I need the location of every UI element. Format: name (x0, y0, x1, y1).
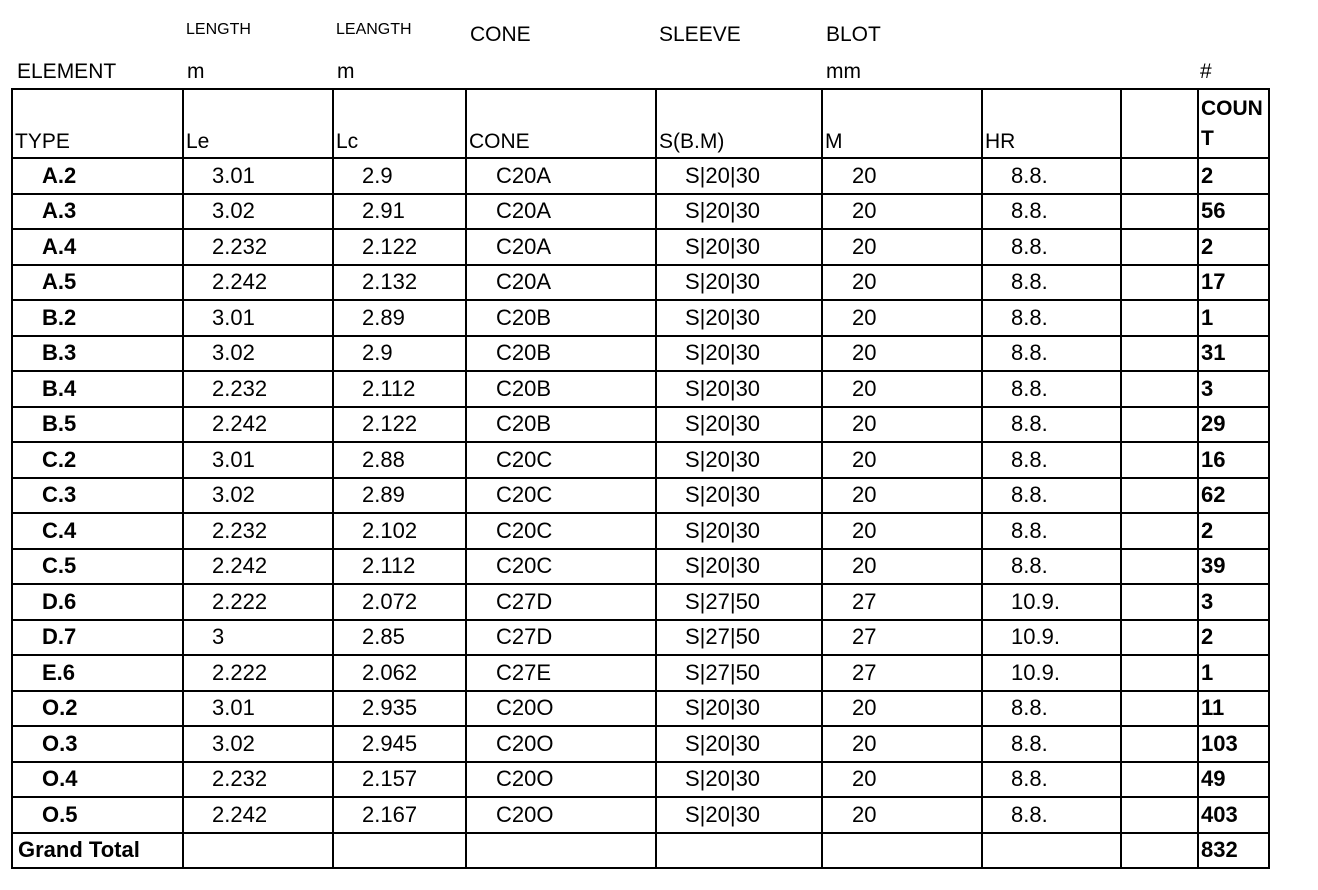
row-blank (1121, 265, 1198, 301)
row-lc: 2.157 (333, 762, 466, 798)
row-cone: C20B (466, 371, 656, 407)
row-type: A.2 (12, 158, 183, 194)
row-hr: 8.8. (982, 797, 1121, 833)
row-count: 1 (1198, 300, 1269, 336)
row-count: 1 (1198, 655, 1269, 691)
row-sleeve: S|20|30 (656, 407, 822, 443)
row-sleeve: S|20|30 (656, 300, 822, 336)
row-sleeve: S|20|30 (656, 336, 822, 372)
row-lc: 2.88 (333, 442, 466, 478)
row-blank (1121, 407, 1198, 443)
row-count: 62 (1198, 478, 1269, 514)
row-hr: 8.8. (982, 371, 1121, 407)
row-cone: C20B (466, 300, 656, 336)
row-sleeve: S|20|30 (656, 194, 822, 230)
row-m: 20 (822, 726, 982, 762)
row-count: 17 (1198, 265, 1269, 301)
row-m: 20 (822, 194, 982, 230)
row-hr: 10.9. (982, 584, 1121, 620)
table-row (12, 407, 1269, 443)
row-sleeve: S|20|30 (656, 371, 822, 407)
row-m: 20 (822, 336, 982, 372)
grand-total-empty-cell (822, 833, 982, 869)
row-m: 20 (822, 300, 982, 336)
table-row (12, 726, 1269, 762)
blot-header: BLOT (826, 23, 881, 46)
grand-total-label: Grand Total (12, 833, 183, 869)
row-count: 3 (1198, 371, 1269, 407)
grand-total-empty-cell (656, 833, 822, 869)
row-hr: 8.8. (982, 478, 1121, 514)
row-type: O.4 (12, 762, 183, 798)
row-blank (1121, 655, 1198, 691)
row-lc: 2.102 (333, 513, 466, 549)
row-le: 2.232 (183, 513, 333, 549)
table-row (12, 300, 1269, 336)
row-le: 3.01 (183, 158, 333, 194)
row-sleeve: S|27|50 (656, 584, 822, 620)
row-blank (1121, 300, 1198, 336)
row-count: 31 (1198, 336, 1269, 372)
table-row (12, 442, 1269, 478)
length-header: LENGTH (186, 21, 251, 38)
row-sleeve: S|20|30 (656, 229, 822, 265)
row-hr: 8.8. (982, 229, 1121, 265)
col-m: M (822, 89, 982, 158)
row-blank (1121, 726, 1198, 762)
table-row (12, 194, 1269, 230)
row-cone: C20C (466, 442, 656, 478)
row-count: 3 (1198, 584, 1269, 620)
length-unit: m (187, 60, 205, 83)
row-lc: 2.935 (333, 691, 466, 727)
row-lc: 2.112 (333, 371, 466, 407)
sleeve-header: SLEEVE (659, 23, 741, 46)
row-lc: 2.062 (333, 655, 466, 691)
row-le: 2.232 (183, 229, 333, 265)
row-m: 20 (822, 513, 982, 549)
row-m: 20 (822, 407, 982, 443)
row-count: 16 (1198, 442, 1269, 478)
col-sleeve: S(B.M) (656, 89, 822, 158)
element-header: ELEMENT (17, 60, 117, 83)
element-table (11, 88, 1270, 869)
row-sleeve: S|20|30 (656, 513, 822, 549)
row-blank (1121, 762, 1198, 798)
row-sleeve: S|20|30 (656, 265, 822, 301)
table-row (12, 478, 1269, 514)
row-le: 3.01 (183, 300, 333, 336)
table-row (12, 549, 1269, 585)
row-type: O.3 (12, 726, 183, 762)
row-hr: 8.8. (982, 549, 1121, 585)
row-m: 20 (822, 762, 982, 798)
row-blank (1121, 584, 1198, 620)
row-lc: 2.945 (333, 726, 466, 762)
row-lc: 2.89 (333, 478, 466, 514)
row-hr: 8.8. (982, 158, 1121, 194)
row-type: B.3 (12, 336, 183, 372)
row-type: A.4 (12, 229, 183, 265)
cone-header: CONE (470, 23, 531, 46)
row-type: C.4 (12, 513, 183, 549)
col-type: TYPE (12, 89, 183, 158)
row-le: 2.232 (183, 762, 333, 798)
row-count: 2 (1198, 620, 1269, 656)
row-count: 11 (1198, 691, 1269, 727)
row-type: B.4 (12, 371, 183, 407)
row-le: 3.02 (183, 194, 333, 230)
row-cone: C20O (466, 726, 656, 762)
table-row (12, 513, 1269, 549)
row-cone: C20O (466, 691, 656, 727)
col-cone: CONE (466, 89, 656, 158)
row-type: C.3 (12, 478, 183, 514)
table-row (12, 797, 1269, 833)
col-lc: Lc (333, 89, 466, 158)
row-blank (1121, 158, 1198, 194)
row-hr: 8.8. (982, 265, 1121, 301)
row-hr: 8.8. (982, 300, 1121, 336)
row-sleeve: S|20|30 (656, 442, 822, 478)
row-m: 20 (822, 371, 982, 407)
table-row (12, 265, 1269, 301)
blot-unit: mm (826, 60, 861, 83)
table-row (12, 655, 1269, 691)
row-le: 2.242 (183, 549, 333, 585)
row-m: 20 (822, 158, 982, 194)
row-sleeve: S|20|30 (656, 726, 822, 762)
row-cone: C20B (466, 407, 656, 443)
row-le: 2.242 (183, 407, 333, 443)
row-m: 20 (822, 797, 982, 833)
table-row (12, 229, 1269, 265)
table-row (12, 691, 1269, 727)
row-sleeve: S|20|30 (656, 478, 822, 514)
row-hr: 8.8. (982, 513, 1121, 549)
grand-total-empty-cell (1121, 833, 1198, 869)
row-m: 27 (822, 584, 982, 620)
row-type: A.5 (12, 265, 183, 301)
row-lc: 2.072 (333, 584, 466, 620)
row-m: 27 (822, 655, 982, 691)
row-cone: C20A (466, 194, 656, 230)
grand-total-empty-cell (982, 833, 1121, 869)
row-count: 2 (1198, 513, 1269, 549)
row-type: E.6 (12, 655, 183, 691)
row-lc: 2.132 (333, 265, 466, 301)
row-count: 39 (1198, 549, 1269, 585)
col-hr: HR (982, 89, 1121, 158)
row-sleeve: S|20|30 (656, 691, 822, 727)
row-le: 3.02 (183, 726, 333, 762)
row-hr: 8.8. (982, 726, 1121, 762)
grand-total-row (12, 833, 1269, 869)
row-lc: 2.91 (333, 194, 466, 230)
table-row (12, 158, 1269, 194)
row-m: 20 (822, 229, 982, 265)
row-le: 2.242 (183, 797, 333, 833)
row-m: 20 (822, 265, 982, 301)
row-cone: C20C (466, 478, 656, 514)
grand-total-empty-cell (333, 833, 466, 869)
row-blank (1121, 194, 1198, 230)
row-cone: C20A (466, 229, 656, 265)
row-blank (1121, 797, 1198, 833)
row-type: C.5 (12, 549, 183, 585)
row-le: 3.02 (183, 336, 333, 372)
row-type: O.5 (12, 797, 183, 833)
row-cone: C20C (466, 513, 656, 549)
row-type: C.2 (12, 442, 183, 478)
row-m: 27 (822, 620, 982, 656)
row-blank (1121, 478, 1198, 514)
row-type: D.6 (12, 584, 183, 620)
row-blank (1121, 371, 1198, 407)
row-hr: 8.8. (982, 407, 1121, 443)
grand-total-empty-cell (183, 833, 333, 869)
row-count: 103 (1198, 726, 1269, 762)
column-header-row (12, 89, 1269, 158)
row-cone: C20A (466, 265, 656, 301)
row-lc: 2.9 (333, 336, 466, 372)
row-le: 3.02 (183, 478, 333, 514)
row-blank (1121, 620, 1198, 656)
row-cone: C20B (466, 336, 656, 372)
table-row (12, 762, 1269, 798)
row-lc: 2.122 (333, 407, 466, 443)
row-le: 2.222 (183, 584, 333, 620)
grand-total-count: 832 (1198, 833, 1269, 869)
row-le: 3 (183, 620, 333, 656)
row-blank (1121, 549, 1198, 585)
row-cone: C27D (466, 620, 656, 656)
row-sleeve: S|20|30 (656, 797, 822, 833)
leangth-unit: m (337, 60, 355, 83)
row-count: 2 (1198, 158, 1269, 194)
row-lc: 2.112 (333, 549, 466, 585)
row-hr: 8.8. (982, 442, 1121, 478)
row-sleeve: S|20|30 (656, 549, 822, 585)
row-le: 2.242 (183, 265, 333, 301)
row-type: A.3 (12, 194, 183, 230)
row-lc: 2.167 (333, 797, 466, 833)
row-hr: 10.9. (982, 620, 1121, 656)
row-blank (1121, 691, 1198, 727)
row-cone: C20O (466, 762, 656, 798)
row-type: D.7 (12, 620, 183, 656)
row-le: 3.01 (183, 691, 333, 727)
row-count: 56 (1198, 194, 1269, 230)
row-hr: 8.8. (982, 194, 1121, 230)
row-sleeve: S|20|30 (656, 762, 822, 798)
row-cone: C27E (466, 655, 656, 691)
row-m: 20 (822, 442, 982, 478)
row-cone: C27D (466, 584, 656, 620)
row-hr: 8.8. (982, 336, 1121, 372)
row-blank (1121, 229, 1198, 265)
row-lc: 2.122 (333, 229, 466, 265)
row-le: 2.232 (183, 371, 333, 407)
leangth-header: LEANGTH (336, 21, 412, 38)
table-row (12, 371, 1269, 407)
row-m: 20 (822, 549, 982, 585)
row-cone: C20C (466, 549, 656, 585)
row-sleeve: S|27|50 (656, 655, 822, 691)
table-row (12, 620, 1269, 656)
row-blank (1121, 513, 1198, 549)
row-lc: 2.89 (333, 300, 466, 336)
row-cone: C20O (466, 797, 656, 833)
col-count: COUNT (1198, 89, 1269, 158)
row-le: 3.01 (183, 442, 333, 478)
row-hr: 8.8. (982, 762, 1121, 798)
row-m: 20 (822, 478, 982, 514)
row-count: 2 (1198, 229, 1269, 265)
row-m: 20 (822, 691, 982, 727)
row-type: O.2 (12, 691, 183, 727)
row-hr: 8.8. (982, 691, 1121, 727)
row-hr: 10.9. (982, 655, 1121, 691)
col-le: Le (183, 89, 333, 158)
row-sleeve: S|27|50 (656, 620, 822, 656)
row-count: 29 (1198, 407, 1269, 443)
row-count: 49 (1198, 762, 1269, 798)
row-cone: C20A (466, 158, 656, 194)
row-type: B.5 (12, 407, 183, 443)
row-le: 2.222 (183, 655, 333, 691)
row-blank (1121, 336, 1198, 372)
row-count: 403 (1198, 797, 1269, 833)
table-row (12, 584, 1269, 620)
row-lc: 2.9 (333, 158, 466, 194)
row-type: B.2 (12, 300, 183, 336)
hash-header: # (1200, 60, 1212, 83)
col-blank (1121, 89, 1198, 158)
row-sleeve: S|20|30 (656, 158, 822, 194)
table-row (12, 336, 1269, 372)
row-blank (1121, 442, 1198, 478)
grand-total-empty-cell (466, 833, 656, 869)
row-lc: 2.85 (333, 620, 466, 656)
